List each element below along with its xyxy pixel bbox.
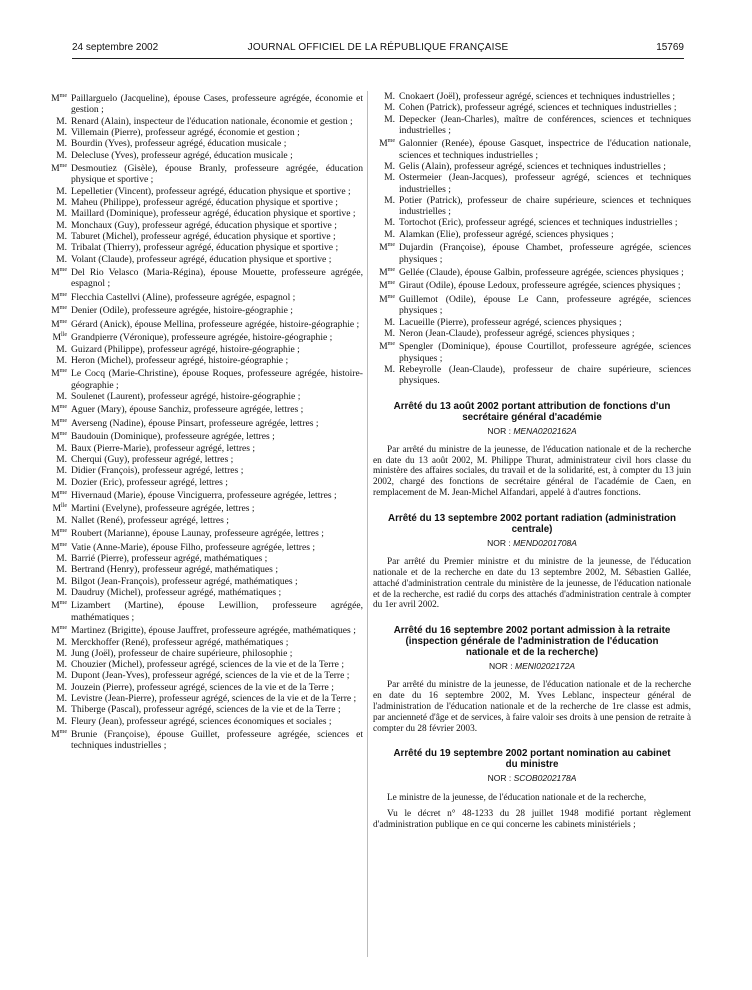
- entry-text: Averseng (Nadine), épouse Pinsart, professeure agrégée, lettres ;: [71, 417, 319, 429]
- list-item: [45, 265, 363, 290]
- entry-text: Baux (Pierre-Marie), professeur agrégé, lettres ;: [71, 442, 256, 454]
- list-item: [373, 229, 691, 240]
- nor-code: MENI0202172A: [514, 661, 575, 672]
- entry-text: Renard (Alain), inspecteur de l'éducation nationale, économie et gestion ;: [71, 115, 353, 127]
- civility-title: $M^{me}$: [51, 489, 67, 502]
- civility-title: $M^{me}$: [51, 291, 67, 303]
- nor-code: SCOB0202178A: [513, 773, 577, 784]
- list-item: [45, 366, 363, 391]
- list-item: [45, 150, 363, 161]
- entry-text: Barrié (Pierre), professeur agrégé, mathématiques ;: [71, 553, 268, 565]
- civility-suffix: me: [59, 368, 67, 375]
- arrete-title: Arrêté du 19 septembre 2002 portant nomination au cabinet du ministre: [393, 748, 671, 771]
- civility-suffix: me: [59, 541, 67, 548]
- list-item: [373, 195, 691, 218]
- list-item: [45, 443, 363, 454]
- header-page-number: 15769: [656, 42, 684, 53]
- arrete-paragraph: Par arrêté du Premier ministre et du ministre de la jeunesse, de l'éducation nationale et de la recherche en date du 13 septembre 2002, M. Sébastien Gallée, attaché d'administration centrale du ministère de la jeunesse, de l'éducation nationale et de la recherche, est radié du corps des attachés d'administration centrale à compter du 1er avril 2002.: [373, 557, 691, 611]
- arrete-title: Arrêté du 13 août 2002 portant attribution de fonctions d'un secrétaire général d'académie: [393, 400, 671, 423]
- civility-suffix: me: [59, 305, 67, 312]
- list-item: [45, 526, 363, 539]
- entry-text: Vatie (Anne-Marie), épouse Filho, professeure agrégée, lettres ;: [71, 541, 316, 553]
- civility-title: M.: [56, 476, 67, 488]
- civility-title: $M^{me}$: [379, 266, 395, 279]
- civility-title: M.: [56, 586, 67, 598]
- list-item: [45, 704, 363, 715]
- list-item: [45, 598, 363, 623]
- civility-title: $M^{me}$: [51, 417, 67, 429]
- civility-title: M.: [56, 230, 67, 242]
- civility-title: $M^{me}$: [51, 431, 67, 443]
- entry-text: Depecker (Jean-Charles), maître de conférences, sciences et techniques industrielles ;: [399, 113, 691, 136]
- entry-text: Gellée (Claude), épouse Galbin, professeure agrégée, sciences physiques ;: [399, 267, 684, 279]
- entry-text: Tortochot (Eric), professeur agrégé, sciences et techniques industrielles ;: [399, 217, 678, 229]
- nor-reference: [373, 426, 691, 437]
- civility-title: $M^{me}$: [51, 368, 67, 380]
- entry-text: Guizard (Philippe), professeur agrégé, histoire-géographie ;: [71, 343, 300, 355]
- entry-text: Giraut (Odile), épouse Ledoux, professeure agrégée, sciences physiques ;: [399, 280, 681, 292]
- civility-title: M.: [384, 217, 395, 229]
- list-item: [45, 682, 363, 693]
- list-item: [45, 303, 363, 316]
- civility-title: $M^{me}$: [51, 625, 67, 637]
- entry-text: Jouzein (Pierre), professeur agrégé, sciences de la vie et de la Terre ;: [71, 681, 334, 693]
- civility-title: $M^{me}$: [51, 162, 67, 175]
- arrete-paragraph: Par arrêté du ministre de la jeunesse, de l'éducation nationale et de la recherche en date du 13 août 2002, M. Philippe Thurat, administrateur civil hors classe du ministère des affaires sociales, du travail et de la solidarité, est, à compter du 13 juin 2002, chargé des fonctions de secrétaire général de l'académie de Caen, en remplacement de M. Jean-Michel Alfandari, appelé à d'autres fonctions.: [373, 444, 691, 499]
- list-item: [45, 501, 363, 514]
- list-item: [45, 197, 363, 208]
- list-item: [373, 161, 691, 172]
- list-item: [373, 240, 691, 265]
- entry-text: Grandpierre (Véronique), professeure agrégée, histoire-géographie ;: [71, 332, 333, 344]
- civility-title: M.: [56, 465, 67, 477]
- entry-text: Levistre (Jean-Pierre), professeur agrégé, sciences de la vie et de la Terre ;: [71, 693, 357, 705]
- list-item: [373, 217, 691, 228]
- civility-title: M.: [56, 704, 67, 716]
- header-journal-title: JOURNAL OFFICIEL DE LA RÉPUBLIQUE FRANÇAISE: [247, 42, 509, 53]
- entry-text: Nallet (René), professeur agrégé, lettres ;: [71, 514, 229, 526]
- entry-text: Guillemot (Odile), épouse Le Cann, professeure agrégée, sciences physiques ;: [399, 293, 691, 317]
- entry-text: Dujardin (Françoise), épouse Chambet, professeure agrégée, sciences physiques ;: [399, 242, 691, 265]
- list-item: [45, 416, 363, 429]
- right-column: [373, 91, 691, 837]
- list-item: [373, 114, 691, 137]
- nor-label: NOR :: [487, 773, 514, 784]
- list-item: [45, 637, 363, 648]
- entry-text: Villemain (Pierre), professeur agrégé, économie et gestion ;: [71, 127, 300, 139]
- civility-title: M.: [384, 228, 395, 240]
- list-item: [45, 208, 363, 219]
- civility-title: M.: [384, 363, 395, 375]
- entry-text: Daudruy (Michel), professeur agrégé, mathématiques ;: [71, 586, 282, 598]
- list-item: [45, 564, 363, 575]
- entry-text: Cohen (Patrick), professeur agrégé, sciences et techniques industrielles ;: [399, 102, 677, 114]
- civility-title: M.: [56, 715, 67, 727]
- entry-text: Cherqui (Guy), professeur agrégé, lettres ;: [71, 453, 234, 465]
- entry-text: Maillard (Dominique), professeur agrégé, éducation physique et sportive ;: [71, 208, 356, 220]
- civility-title: M.: [56, 564, 67, 576]
- civility-title: M.: [384, 327, 395, 339]
- entry-text: Baudouin (Dominique), professeure agrégée, lettres ;: [71, 431, 275, 443]
- entry-text: Hivernaud (Marie), épouse Vinciguerra, professeure agrégée, lettres ;: [71, 490, 337, 502]
- list-item: [373, 317, 691, 328]
- list-item: [45, 290, 363, 303]
- list-item: [373, 292, 691, 317]
- nor-code: MEND0201708A: [513, 537, 577, 548]
- civility-title: M.: [56, 219, 67, 231]
- list-item: [373, 278, 691, 291]
- entry-text: Martini (Evelyne), professeure agrégée, lettres ;: [71, 503, 255, 515]
- list-item: [45, 330, 363, 343]
- list-item: [45, 186, 363, 197]
- entry-text: Aguer (Mary), épouse Sanchiz, professeure agrégée, lettres ;: [71, 404, 304, 416]
- entry-text: Merckhoffer (René), professeur agrégé, mathématiques ;: [71, 636, 289, 648]
- civility-title: M.: [56, 185, 67, 197]
- entry-text: Tribalat (Thierry), professeur agrégé, éducation physique et sportive ;: [71, 242, 339, 254]
- list-item: [45, 623, 363, 636]
- civility-title: M.: [384, 194, 395, 206]
- nor-code: MENA0202162A: [513, 425, 577, 436]
- civility-title: M.: [56, 390, 67, 402]
- civility-title: M.: [56, 197, 67, 209]
- civility-title: M.: [56, 670, 67, 682]
- civility-title: M.: [56, 647, 67, 659]
- list-item: [373, 172, 691, 195]
- civility-title: $M^{me}$: [379, 280, 395, 292]
- entry-text: Gelis (Alain), professeur agrégé, sciences et techniques industrielles ;: [399, 160, 666, 172]
- list-item: [45, 138, 363, 149]
- entry-text: Ostermeier (Jean-Jacques), professeur agrégé, sciences et techniques industrielles ;: [399, 172, 691, 195]
- civility-suffix: me: [387, 293, 395, 300]
- civility-title: M.: [56, 354, 67, 366]
- list-item: [373, 265, 691, 278]
- civility-suffix: me: [59, 162, 67, 169]
- entry-text: Lizambert (Martine), épouse Lewillion, professeure agrégée, mathématiques ;: [71, 600, 363, 623]
- list-item: [45, 515, 363, 526]
- arrete-paragraph: Vu le décret n° 48-1233 du 28 juillet 1948 modifié portant règlement d'administration publique en ce qui concerne les cabinets ministériels ;: [373, 809, 691, 831]
- list-item: [45, 587, 363, 598]
- arrete-paragraph: Le ministre de la jeunesse, de l'éducation nationale et de la recherche,: [387, 792, 647, 803]
- civility-title: $M^{me}$: [51, 93, 67, 105]
- list-item: [373, 136, 691, 161]
- entry-text: Gérard (Anick), épouse Mellina, professeure agrégée, histoire-géographie ;: [71, 318, 360, 330]
- civility-suffix: me: [59, 431, 67, 438]
- civility-title: M.: [56, 208, 67, 220]
- civility-title: M.: [56, 575, 67, 587]
- list-item: [45, 391, 363, 402]
- entry-text: Desmoutiez (Gisèle), épouse Branly, professeure agrégée, éducation physique et sportive ;: [71, 163, 363, 186]
- entry-text: Fleury (Jean), professeur agrégé, sciences économiques et sociales ;: [71, 715, 332, 727]
- entry-text: Lepelletier (Vincent), professeur agrégé, éducation physique et sportive ;: [71, 185, 351, 197]
- civility-suffix: me: [387, 280, 395, 287]
- list-item: [45, 477, 363, 488]
- entry-text: Flecchia Castellvi (Aline), professeure agrégée, espagnol ;: [71, 291, 296, 303]
- civility-title: $M^{me}$: [51, 305, 67, 317]
- list-item: [45, 540, 363, 553]
- entry-text: Del Rio Velasco (Maria-Régina), épouse Mouette, professeure agrégée, espagnol ;: [71, 267, 363, 290]
- civility-title: M.: [56, 693, 67, 705]
- entry-text: Spengler (Dominique), épouse Courtillot, professeure agrégée, sciences physiques ;: [399, 341, 691, 364]
- list-item: [373, 328, 691, 339]
- list-item: [45, 127, 363, 138]
- entry-text: Dupont (Jean-Yves), professeur agrégé, sciences de la vie et de la Terre ;: [71, 670, 350, 682]
- entry-text: Maheu (Philippe), professeur agrégé, éducation physique et sportive ;: [71, 197, 338, 209]
- civility-suffix: me: [59, 417, 67, 424]
- arrete-title: Arrêté du 13 septembre 2002 portant radiation (administration centrale): [388, 512, 676, 535]
- entry-text: Heron (Michel), professeur agrégé, histoire-géographie ;: [71, 354, 289, 366]
- arrete-title: Arrêté du 16 septembre 2002 portant admission à la retraite (inspection générale de l'administration de l'éducation nationale et de la recherche): [393, 625, 671, 659]
- civility-title: $M^{me}$: [51, 541, 67, 553]
- civility-title: M.: [56, 514, 67, 526]
- civility-title: M.: [56, 453, 67, 465]
- list-item: [45, 402, 363, 415]
- list-item: [45, 231, 363, 242]
- entry-text: Roubert (Marianne), épouse Launay, professeure agrégée, lettres ;: [71, 528, 324, 540]
- civility-title: M.: [56, 636, 67, 648]
- entry-text: Volant (Claude), professeur agrégé, éducation physique et sportive ;: [71, 253, 332, 265]
- civility-title: M.: [384, 91, 395, 102]
- entry-text: Paillarguelo (Jacqueline), épouse Cases, professeure agrégée, économie et gestion ;: [71, 93, 363, 116]
- nor-label: NOR :: [489, 661, 515, 672]
- civility-suffix: me: [59, 93, 67, 99]
- entry-text: Didier (François), professeur agrégé, lettres ;: [71, 465, 244, 477]
- civility-suffix: me: [59, 489, 67, 496]
- list-item: [373, 102, 691, 113]
- civility-title: $M^{lle}$: [52, 503, 67, 515]
- nor-reference: [373, 773, 691, 784]
- list-item: [373, 91, 691, 102]
- list-item: [45, 242, 363, 253]
- list-item: [45, 488, 363, 501]
- civility-title: $M^{me}$: [51, 528, 67, 540]
- civility-suffix: me: [59, 291, 67, 298]
- civility-title: M.: [56, 149, 67, 161]
- nor-reference: [373, 661, 691, 672]
- civility-title: $M^{me}$: [379, 293, 395, 305]
- list-item: [45, 454, 363, 465]
- entry-text: Bilgot (Jean-François), professeur agrégé, mathématiques ;: [71, 575, 298, 587]
- left-column: [45, 91, 363, 752]
- entry-text: Monchaux (Guy), professeur agrégé, éducation physique et sportive ;: [71, 219, 337, 231]
- civility-title: M.: [56, 242, 67, 254]
- civility-title: M.: [56, 659, 67, 671]
- list-item: [45, 429, 363, 442]
- list-item: [45, 576, 363, 587]
- civility-title: $M^{me}$: [51, 266, 67, 279]
- civility-title: M.: [56, 127, 67, 139]
- entry-text: Cnokaert (Joël), professeur agrégé, sciences et techniques industrielles ;: [399, 91, 675, 102]
- civility-title: $M^{me}$: [51, 600, 67, 612]
- civility-suffix: me: [387, 341, 395, 348]
- right-entry-list: [373, 91, 691, 387]
- civility-title: M.: [384, 113, 395, 125]
- civility-suffix: me: [387, 138, 395, 145]
- arretes-section: [373, 401, 691, 832]
- civility-suffix: me: [387, 266, 395, 273]
- entry-text: Galonnier (Renée), épouse Gasquet, inspectrice de l'éducation nationale, sciences et techniques industrielles ;: [399, 138, 691, 161]
- civility-title: M.: [384, 172, 395, 184]
- civility-suffix: me: [59, 528, 67, 535]
- civility-suffix: me: [59, 404, 67, 411]
- list-item: [45, 254, 363, 265]
- civility-title: M.: [56, 681, 67, 693]
- list-item: [45, 220, 363, 231]
- nor-label: NOR :: [487, 537, 514, 548]
- civility-suffix: me: [387, 242, 395, 249]
- list-item: [45, 648, 363, 659]
- civility-title: $M^{me}$: [51, 728, 67, 741]
- entry-text: Soulenet (Laurent), professeur agrégé, histoire-géographie ;: [71, 390, 301, 402]
- civility-title: M.: [56, 553, 67, 565]
- entry-text: Rebeyrolle (Jean-Claude), professeur de chaire supérieure, sciences physiques.: [399, 363, 691, 387]
- civility-title: M.: [56, 138, 67, 150]
- civility-title: M.: [384, 316, 395, 328]
- list-item: [45, 465, 363, 476]
- list-item: [45, 91, 363, 116]
- civility-title: $M^{me}$: [379, 242, 395, 254]
- civility-title: M.: [56, 442, 67, 454]
- entry-text: Neron (Jean-Claude), professeur agrégé, sciences physiques ;: [399, 327, 635, 339]
- header-date: 24 septembre 2002: [72, 42, 159, 53]
- arrete-paragraph: Par arrêté du ministre de la jeunesse, de l'éducation nationale et de la recherche en date du 16 septembre 2002, M. Yves Leblanc, inspecteur général de l'administration de l'éducation nationale et de la recherche de 1re classe est admis, par ancienneté d'âge et de services, à faire valoir ses droits à une pension de retraite à compter du 28 février 2003.: [373, 680, 691, 734]
- entry-text: Alamkan (Elie), professeur agrégé, sciences physiques ;: [399, 228, 614, 240]
- list-item: [45, 116, 363, 127]
- entry-text: Dozier (Eric), professeur agrégé, lettres ;: [71, 476, 228, 488]
- civility-title: M.: [384, 102, 395, 114]
- list-item: [45, 670, 363, 681]
- civility-suffix: me: [59, 318, 67, 325]
- entry-text: Brunie (Françoise), épouse Guillet, professeure agrégée, sciences et techniques industrielles ;: [71, 729, 363, 752]
- civility-title: $M^{me}$: [51, 404, 67, 416]
- civility-suffix: me: [59, 728, 67, 735]
- entry-text: Denier (Odile), professeure agrégée, histoire-géographie ;: [71, 305, 293, 317]
- civility-suffix: me: [59, 266, 67, 273]
- civility-title: M.: [56, 343, 67, 355]
- list-item: [45, 716, 363, 727]
- list-item: [373, 339, 691, 364]
- header-rule: [72, 58, 684, 59]
- civility-title: M.: [56, 115, 67, 127]
- civility-suffix: lle: [61, 503, 67, 510]
- entry-text: Martinez (Brigitte), épouse Jauffret, professeure agrégée, mathématiques ;: [71, 625, 356, 637]
- nor-reference: [373, 538, 691, 549]
- entry-text: Bertrand (Henry), professeur agrégé, mathématiques ;: [71, 564, 278, 576]
- civility-title: $M^{me}$: [51, 318, 67, 330]
- entry-text: Thiberge (Pascal), professeur agrégé, sciences de la vie et de la Terre ;: [71, 704, 341, 716]
- list-item: [45, 344, 363, 355]
- list-item: [45, 727, 363, 752]
- column-divider: [367, 91, 368, 957]
- entry-text: Jung (Joël), professeur de chaire supérieure, philosophie ;: [71, 647, 293, 659]
- entry-text: Le Cocq (Marie-Christine), épouse Roques, professeure agrégée, histoire-géographie ;: [71, 368, 363, 391]
- list-item: [45, 317, 363, 330]
- list-item: [45, 659, 363, 670]
- page-header: [72, 42, 684, 56]
- entry-text: Delecluse (Yves), professeur agrégé, éducation musicale ;: [71, 149, 293, 161]
- entry-text: Taburet (Michel), professeur agrégé, éducation physique et sportive ;: [71, 230, 336, 242]
- civility-suffix: me: [59, 625, 67, 632]
- entry-text: Lacueille (Pierre), professeur agrégé, sciences physiques ;: [399, 316, 622, 328]
- list-item: [45, 553, 363, 564]
- list-item: [45, 693, 363, 704]
- list-item: [373, 364, 691, 387]
- nor-label: NOR :: [487, 425, 514, 436]
- civility-suffix: me: [59, 600, 67, 607]
- entry-text: Chouzier (Michel), professeur agrégé, sciences de la vie et de la Terre ;: [71, 659, 344, 671]
- entry-text: Bourdin (Yves), professeur agrégé, éducation musicale ;: [71, 138, 287, 150]
- entry-text: Potier (Patrick), professeur de chaire supérieure, sciences et techniques industrielles ;: [399, 194, 691, 218]
- civility-title: $M^{me}$: [379, 341, 395, 353]
- list-item: [45, 355, 363, 366]
- list-item: [45, 161, 363, 186]
- civility-title: M.: [56, 253, 67, 265]
- civility-title: M.: [384, 160, 395, 172]
- civility-suffix: lle: [61, 332, 67, 339]
- civility-title: $M^{lle}$: [52, 332, 67, 344]
- civility-title: $M^{me}$: [379, 138, 395, 150]
